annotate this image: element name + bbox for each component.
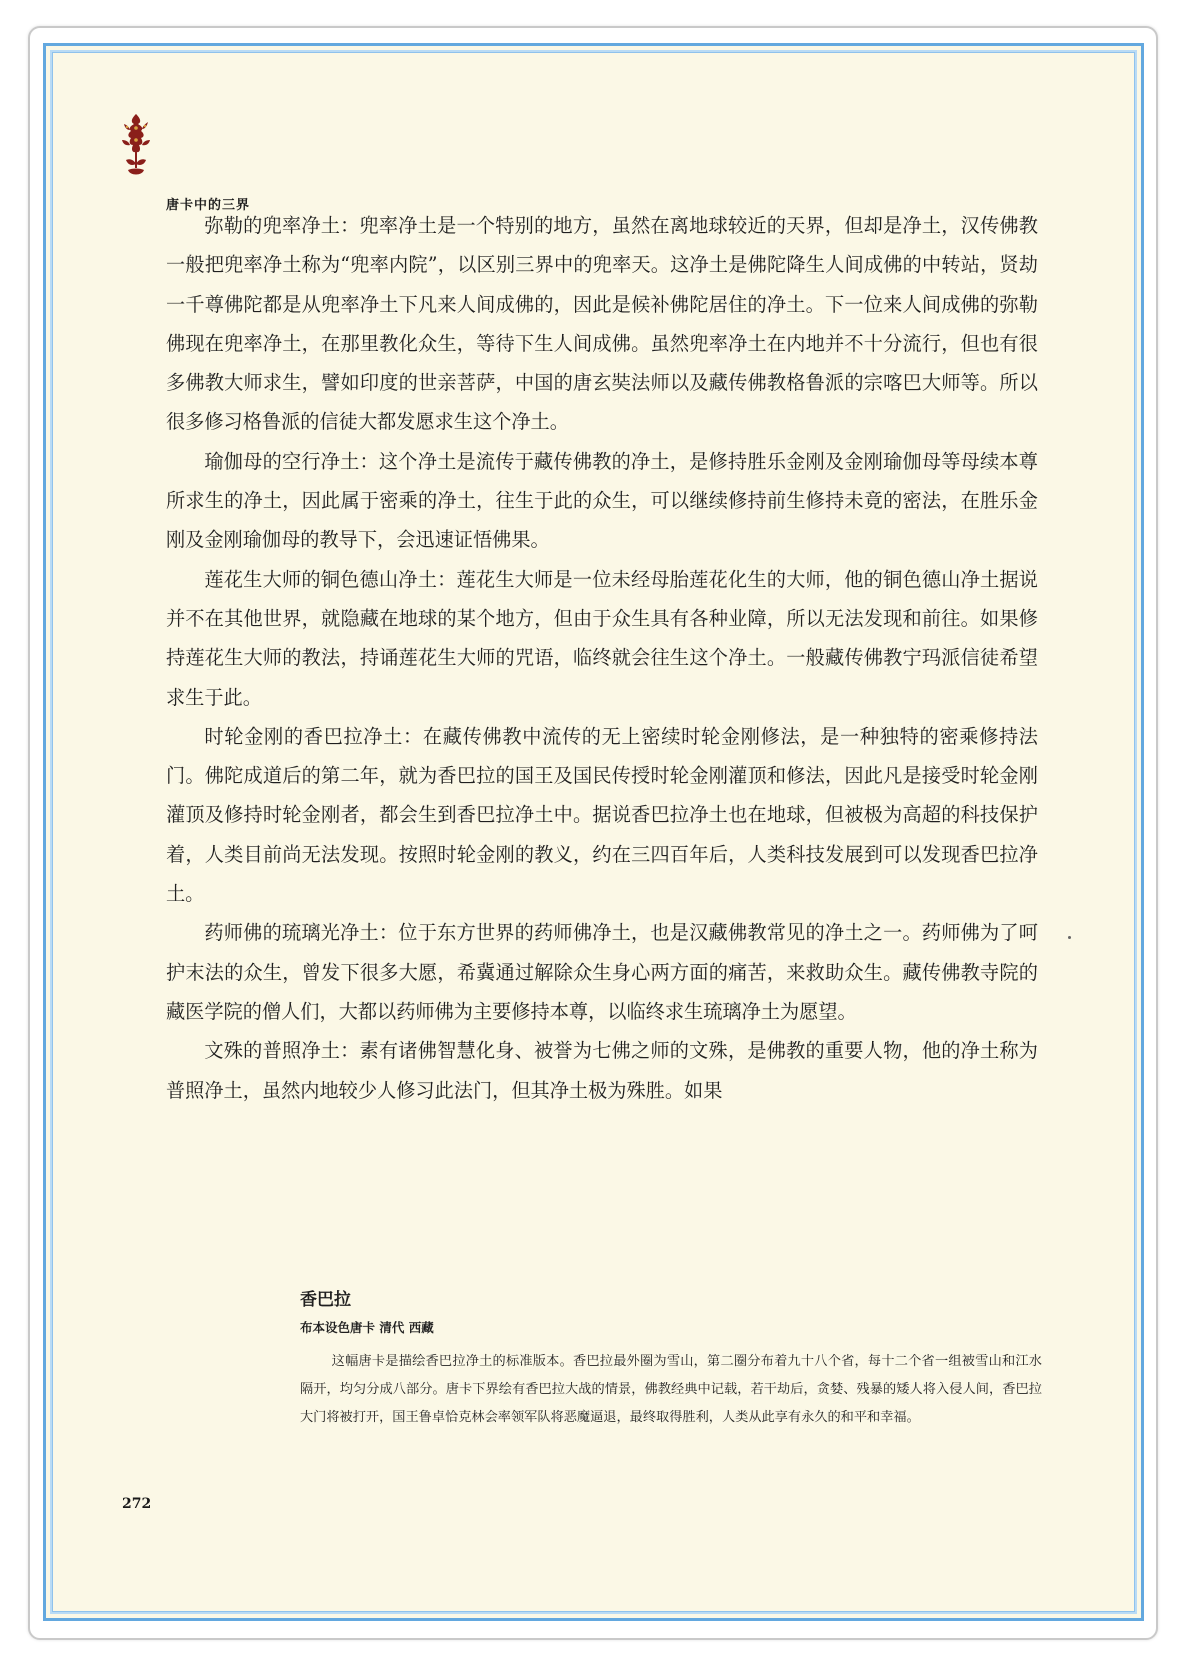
- print-speck: [1068, 936, 1071, 939]
- book-page: [43, 43, 1144, 1621]
- body-paragraph: 瑜伽母的空行净土：这个净土是流传于藏传佛教的净土，是修持胜乐金刚及金刚瑜伽母等母续本尊所求生的净土，因此属于密乘的净土，往生于此的众生，可以继续修持前生修持未竟的密法，在胜乐金刚及金刚瑜伽母的教导下，会迅速证悟佛果。: [166, 449, 1038, 552]
- running-head: [118, 110, 418, 220]
- body-paragraph: 文殊的普照净土：素有诸佛智慧化身、被誉为七佛之师的文殊，是佛教的重要人物，他的净土称为普照净土，虽然内地较少人修习此法门，但其净土极为殊胜。如果: [166, 1039, 1038, 1102]
- caption-text: 这幅唐卡是描绘香巴拉净土的标准版本。香巴拉最外圈为雪山，第二圈分布着九十八个省，每十二个省一组被雪山和江水隔开，均匀分成八部分。唐卡下界绘有香巴拉大战的情景，佛教经典中记载，若干劫后，贪婪、残暴的矮人将入侵人间，香巴拉大门将被打开，国王鲁卓恰克林会率领军队将恶魔逼退，最终取得胜利，人类从此享有永久的和平和幸福。: [300, 1354, 1042, 1425]
- body-paragraph: 药师佛的琉璃光净土：位于东方世界的药师佛净土，也是汉藏佛教常见的净土之一。药师佛为了呵护末法的众生，曾发下很多大愿，希冀通过解除众生身心两方面的痛苦，来救助众生。藏传佛教寺院的藏医学院的僧人们，大都以药师佛为主要修持本尊，以临终求生琉璃净土为愿望。: [166, 921, 1038, 1023]
- running-title: 唐卡中的三界: [166, 198, 251, 213]
- figure-caption: [300, 1288, 1042, 1432]
- body-paragraph: 时轮金刚的香巴拉净土：在藏传佛教中流传的无上密续时轮金刚修法，是一种独特的密乘修持法门。佛陀成道后的第二年，就为香巴拉的国王及国民传授时轮金刚灌顶和修法，因此凡是接受时轮金刚灌顶及修持时轮金刚者，都会生到香巴拉净土中。据说香巴拉净土也在地球，但被极为高超的科技保护着，人类目前尚无法发现。按照时轮金刚的教义，约在三四百年后，人类科技发展到可以发现香巴拉净土。: [166, 724, 1038, 906]
- page-number: 272: [122, 1496, 152, 1512]
- caption-subtitle: 布本设色唐卡 清代 西藏: [300, 1320, 434, 1335]
- body-text: [166, 206, 1038, 1110]
- body-paragraph: 莲花生大师的铜色德山净土：莲花生大师是一位未经母胎莲花化生的大师，他的铜色德山净土据说并不在其他世界，就隐藏在地球的某个地方，但由于众生具有各种业障，所以无法发现和前往。如果修持莲花生大师的教法，持诵莲花生大师的咒语，临终就会往生这个净土。一般藏传佛教宁玛派信徒希望求生于此。: [166, 567, 1038, 709]
- flower-ornament-icon: [118, 110, 154, 185]
- body-paragraph: 弥勒的兜率净土：兜率净土是一个特别的地方，虽然在离地球较近的天界，但却是净土，汉传佛教一般把兜率净土称为“兜率内院”，以区别三界中的兜率天。这净土是佛陀降生人间成佛的中转站，贤劫一千尊佛陀都是从兜率净土下凡来人间成佛的，因此是候补佛陀居住的净土。下一位来人间成佛的弥勒佛现在兜率净土，在那里教化众生，等待下生人间成佛。虽然兜率净土在内地并不十分流行，但也有很多佛教大师求生，譬如印度的世亲菩萨，中国的唐玄奘法师以及藏传佛教格鲁派的宗喀巴大师等。所以很多修习格鲁派的信徒大都发愿求生这个净土。: [166, 214, 1038, 434]
- caption-title: 香巴拉: [300, 1290, 351, 1310]
